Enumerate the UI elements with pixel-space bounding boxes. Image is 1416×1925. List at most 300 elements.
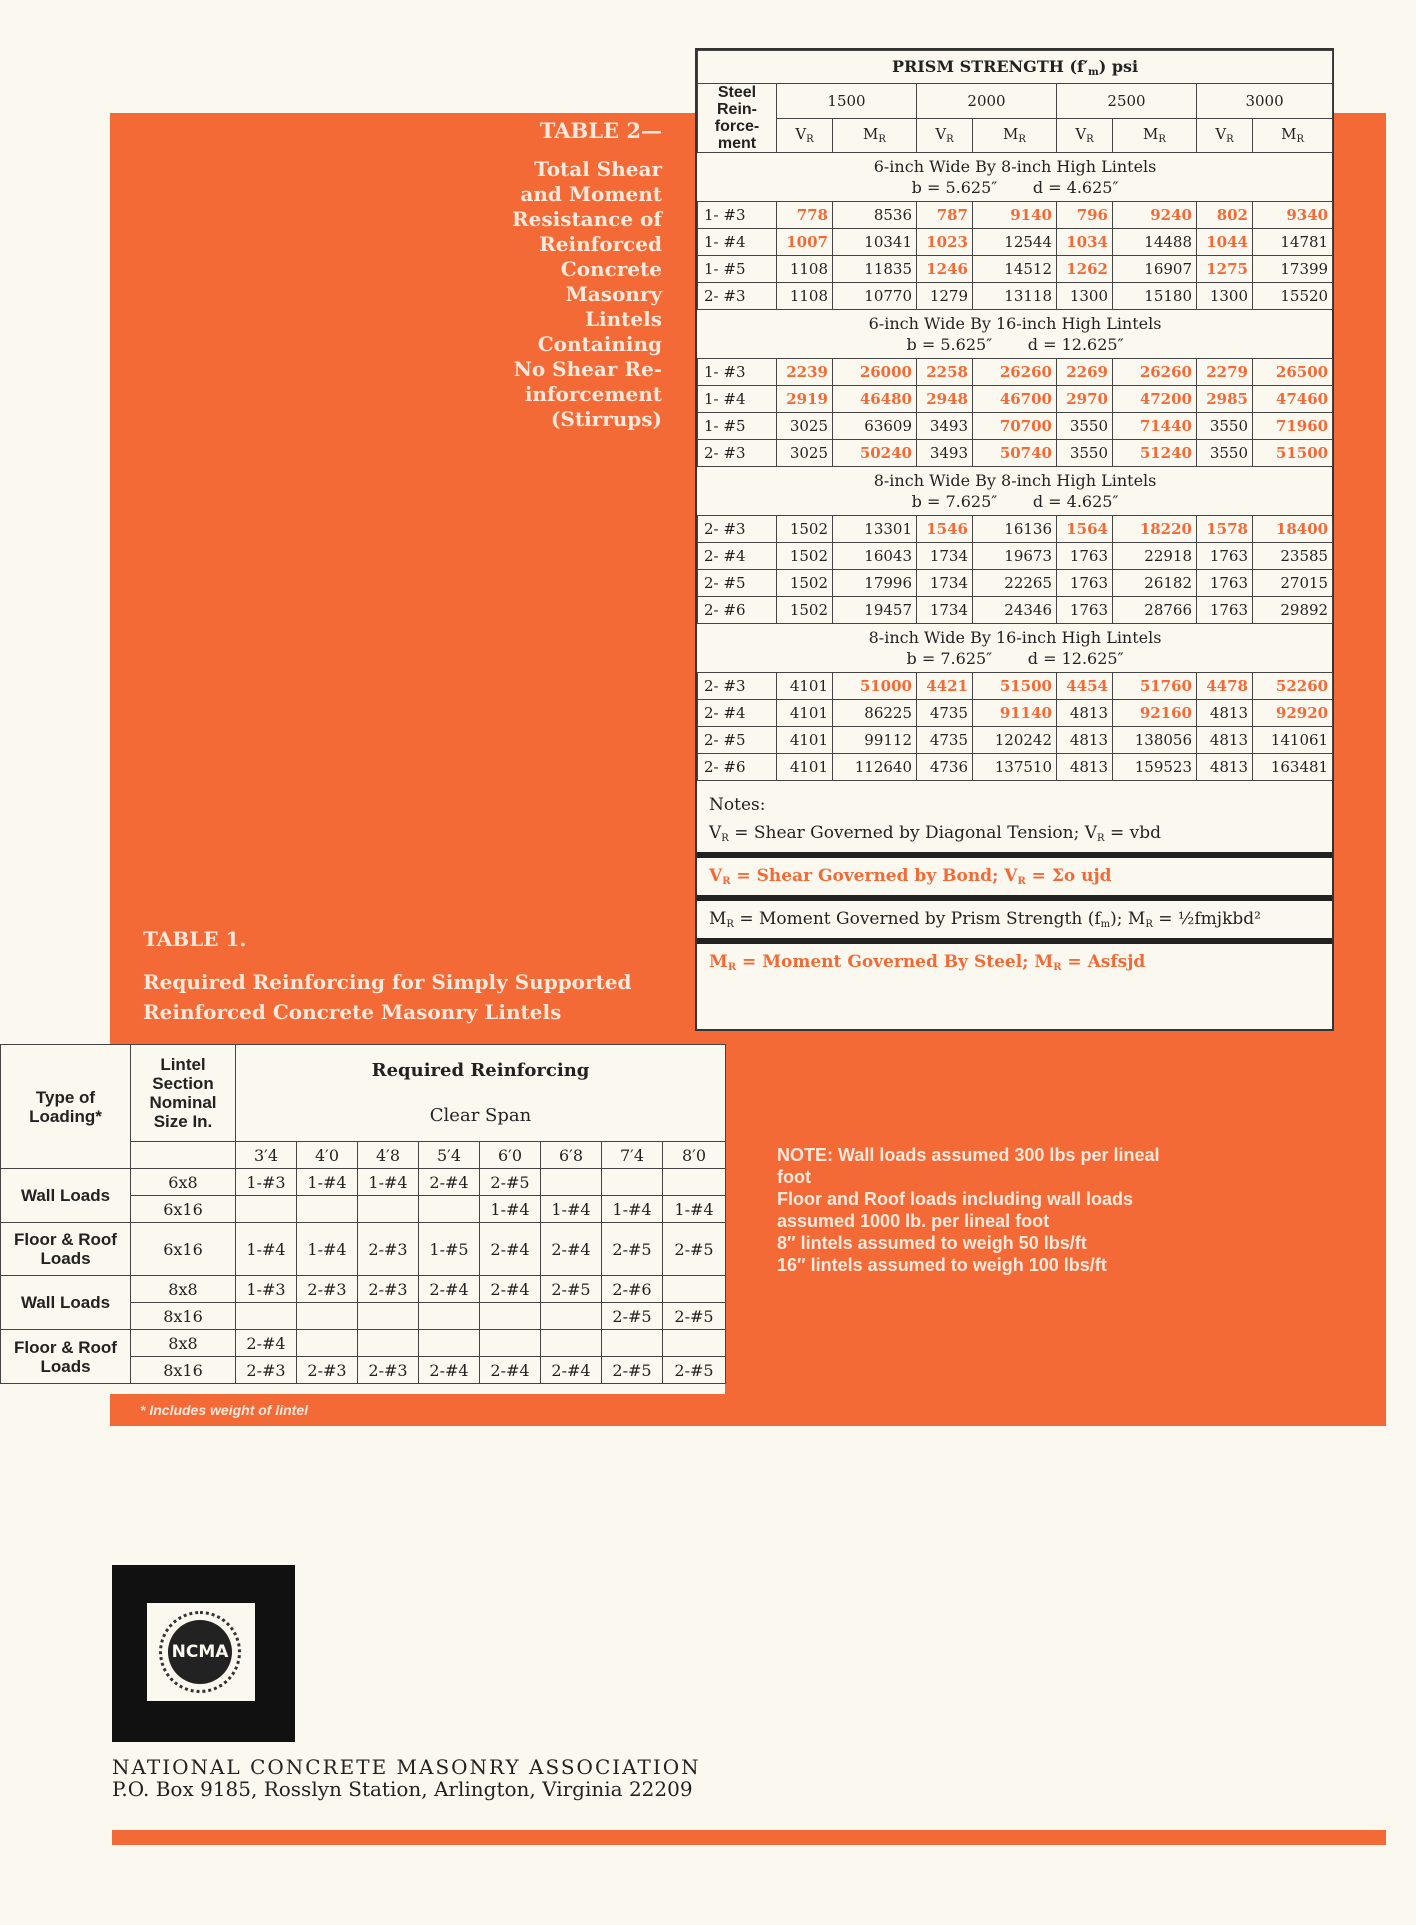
lintel-size-cell: 6x8	[131, 1169, 236, 1196]
value-cell: 9240	[1113, 202, 1197, 229]
value-cell: 8536	[833, 202, 917, 229]
value-cell: 51760	[1113, 673, 1197, 700]
type-of-loading-header: Type of Loading*	[1, 1045, 131, 1169]
lintel-size-cell: 8x16	[131, 1357, 236, 1384]
reinforcing-cell: 2-#4	[480, 1357, 541, 1384]
reinforcing-cell: 2-#3	[236, 1357, 297, 1384]
value-cell: 4813	[1197, 700, 1253, 727]
value-cell: 778	[777, 202, 833, 229]
table2-caption	[440, 157, 662, 432]
reinforcing-cell	[602, 1330, 663, 1357]
reinforcing-cell: 2-#5	[663, 1223, 726, 1276]
value-cell: 1502	[777, 516, 833, 543]
value-cell: 19673	[973, 543, 1057, 570]
reinforcing-cell: 2-#4	[480, 1223, 541, 1276]
reinforcing-cell: 2-#3	[358, 1276, 419, 1303]
value-cell: 14781	[1253, 229, 1333, 256]
caption-line: Total Shear	[534, 157, 662, 181]
loading-type-cell: Wall Loads	[1, 1169, 131, 1223]
value-cell: 26260	[973, 359, 1057, 386]
mr-header: $M_R$	[1253, 118, 1333, 153]
value-cell: 1734	[917, 597, 973, 624]
reinforcing-cell	[541, 1169, 602, 1196]
value-cell: 4813	[1057, 754, 1113, 781]
table-row	[698, 440, 1333, 467]
table1-body	[1, 1169, 726, 1384]
value-cell: 4421	[917, 673, 973, 700]
reinforcing-cell: 2-#5	[602, 1303, 663, 1330]
caption-line: Concrete	[560, 257, 662, 281]
value-cell: 4735	[917, 727, 973, 754]
value-cell: 2239	[777, 359, 833, 386]
value-cell: 70700	[973, 413, 1057, 440]
value-cell: 99112	[833, 727, 917, 754]
ncma-seal-icon	[159, 1611, 241, 1693]
caption-line: Resistance of	[511, 207, 662, 231]
value-cell: 2970	[1057, 386, 1113, 413]
value-cell: 46700	[973, 386, 1057, 413]
value-cell: 26500	[1253, 359, 1333, 386]
section-title: 6-inch Wide By 16-inch High Lintels b = 5.625″ d = 12.625″	[698, 310, 1333, 359]
span-header: 5′4	[419, 1142, 480, 1169]
value-cell: 14512	[973, 256, 1057, 283]
organization-address-line: P.O. Box 9185, Rosslyn Station, Arlington, Virginia 22209	[112, 1777, 693, 1801]
required-reinforcing-header	[236, 1045, 726, 1142]
loading-notes	[777, 1144, 1177, 1276]
reinforcing-cell: 2-#4	[480, 1276, 541, 1303]
reinforcement-cell: 2- #5	[698, 727, 777, 754]
value-cell: 4813	[1197, 754, 1253, 781]
caption-line: and Moment	[520, 182, 662, 206]
section-title: 8-inch Wide By 16-inch High Lintels b = 7.625″ d = 12.625″	[698, 624, 1333, 673]
reinforcing-cell: 1-#4	[480, 1196, 541, 1223]
value-cell: 112640	[833, 754, 917, 781]
span-header: 7′4	[602, 1142, 663, 1169]
value-cell: 1262	[1057, 256, 1113, 283]
value-cell: 1275	[1197, 256, 1253, 283]
value-cell: 1502	[777, 570, 833, 597]
value-cell: 24346	[973, 597, 1057, 624]
reinforcing-cell	[358, 1303, 419, 1330]
table-row	[698, 229, 1333, 256]
value-cell: 16907	[1113, 256, 1197, 283]
table2-label: TABLE 2—	[539, 118, 662, 143]
strength-1500: 1500	[777, 84, 917, 119]
reinforcing-cell: 2-#5	[541, 1276, 602, 1303]
value-cell: 1300	[1057, 283, 1113, 310]
value-cell: 50740	[973, 440, 1057, 467]
caption-line: (Stirrups)	[550, 407, 662, 431]
value-cell: 92160	[1113, 700, 1197, 727]
table-row	[1, 1223, 726, 1276]
value-cell: 51240	[1113, 440, 1197, 467]
table1-grid	[0, 1044, 726, 1384]
value-cell: 63609	[833, 413, 917, 440]
value-cell: 3550	[1057, 440, 1113, 467]
section-title: 6-inch Wide By 8-inch High Lintels b = 5.625″ d = 4.625″	[698, 153, 1333, 202]
caption-line: No Shear Re-	[513, 357, 662, 381]
value-cell: 9140	[973, 202, 1057, 229]
value-cell: 1763	[1197, 597, 1253, 624]
value-cell: 3493	[917, 440, 973, 467]
value-cell: 13301	[833, 516, 917, 543]
reinforcement-cell: 1- #5	[698, 413, 777, 440]
value-cell: 159523	[1113, 754, 1197, 781]
value-cell: 4101	[777, 754, 833, 781]
value-cell: 1108	[777, 256, 833, 283]
value-cell: 15520	[1253, 283, 1333, 310]
value-cell: 4454	[1057, 673, 1113, 700]
loading-type-cell: Floor & Roof Loads	[1, 1223, 131, 1276]
value-cell: 52260	[1253, 673, 1333, 700]
value-cell: 51500	[1253, 440, 1333, 467]
reinforcing-cell: 2-#3	[358, 1223, 419, 1276]
value-cell: 802	[1197, 202, 1253, 229]
reinforcing-cell	[236, 1196, 297, 1223]
note-line-3: 8″ lintels assumed to weigh 50 lbs/ft	[777, 1233, 1087, 1253]
value-cell: 1564	[1057, 516, 1113, 543]
value-cell: 1246	[917, 256, 973, 283]
table-row	[698, 516, 1333, 543]
value-cell: 1044	[1197, 229, 1253, 256]
reinforcing-cell: 1-#4	[358, 1169, 419, 1196]
value-cell: 1502	[777, 543, 833, 570]
value-cell: 4736	[917, 754, 973, 781]
reinforcement-cell: 2- #3	[698, 283, 777, 310]
value-cell: 86225	[833, 700, 917, 727]
value-cell: 2919	[777, 386, 833, 413]
reinforcing-cell: 1-#3	[236, 1276, 297, 1303]
caption-line: Containing	[537, 332, 662, 356]
reinforcing-cell: 1-#4	[236, 1223, 297, 1276]
reinforcing-cell	[541, 1303, 602, 1330]
table-row	[698, 543, 1333, 570]
caption-line: Reinforced	[539, 232, 662, 256]
reinforcing-cell	[663, 1276, 726, 1303]
value-cell: 47460	[1253, 386, 1333, 413]
table2-prism-strength	[695, 48, 1334, 1031]
value-cell: 4735	[917, 700, 973, 727]
lintel-size-cell: 8x8	[131, 1330, 236, 1357]
reinforcing-cell: 2-#4	[541, 1357, 602, 1384]
value-cell: 1763	[1197, 570, 1253, 597]
table-row	[698, 597, 1333, 624]
value-cell: 10341	[833, 229, 917, 256]
note-steel: MR = Moment Governed By Steel; MR = Asfsjd	[709, 952, 1146, 973]
value-cell: 1300	[1197, 283, 1253, 310]
value-cell: 26182	[1113, 570, 1197, 597]
vr-header: $V_R$	[917, 118, 973, 153]
table-row	[698, 202, 1333, 229]
span-header: 8′0	[663, 1142, 726, 1169]
value-cell: 3025	[777, 413, 833, 440]
reinforcing-cell: 2-#4	[419, 1276, 480, 1303]
value-cell: 50240	[833, 440, 917, 467]
value-cell: 15180	[1113, 283, 1197, 310]
value-cell: 47200	[1113, 386, 1197, 413]
lintel-size-cell: 6x16	[131, 1223, 236, 1276]
value-cell: 1734	[917, 570, 973, 597]
value-cell: 92920	[1253, 700, 1333, 727]
value-cell: 1007	[777, 229, 833, 256]
table-row	[698, 727, 1333, 754]
value-cell: 1034	[1057, 229, 1113, 256]
reinforcing-cell: 1-#4	[663, 1196, 726, 1223]
note-prism-strength: MR = Moment Governed by Prism Strength (fm); MR = ½fmjkbd²	[709, 909, 1261, 930]
vr-header: $V_R$	[1197, 118, 1253, 153]
reinforcing-cell	[602, 1169, 663, 1196]
steel-reinforcement-header: Steel Rein- force- ment	[698, 84, 777, 153]
value-cell: 1763	[1197, 543, 1253, 570]
loading-type-cell: Wall Loads	[1, 1276, 131, 1330]
table2-body	[698, 153, 1333, 781]
reinforcement-cell: 2- #6	[698, 597, 777, 624]
reinforcing-cell	[663, 1330, 726, 1357]
table1-required-reinforcing	[0, 1044, 725, 1394]
reinforcement-cell: 2- #3	[698, 440, 777, 467]
reinforcing-cell: 1-#4	[297, 1169, 358, 1196]
value-cell: 787	[917, 202, 973, 229]
value-cell: 17399	[1253, 256, 1333, 283]
value-cell: 2258	[917, 359, 973, 386]
value-cell: 138056	[1113, 727, 1197, 754]
reinforcing-cell	[419, 1196, 480, 1223]
value-cell: 51500	[973, 673, 1057, 700]
reinforcement-cell: 1- #3	[698, 202, 777, 229]
value-cell: 4813	[1197, 727, 1253, 754]
table1-subtitle: Required Reinforcing for Simply Supported Reinforced Concrete Masonry Lintels	[143, 970, 632, 1024]
caption-line: inforcement	[524, 382, 662, 406]
strength-2500: 2500	[1057, 84, 1197, 119]
logo-text: NCMA	[168, 1620, 232, 1684]
table2-notes	[697, 781, 1332, 977]
value-cell: 4813	[1057, 700, 1113, 727]
section-header-row	[698, 467, 1333, 516]
reinforcing-cell	[297, 1330, 358, 1357]
reinforcing-cell	[297, 1196, 358, 1223]
reinforcing-cell	[480, 1330, 541, 1357]
table-row	[698, 673, 1333, 700]
value-cell: 163481	[1253, 754, 1333, 781]
reinforcement-cell: 1- #4	[698, 386, 777, 413]
value-cell: 26000	[833, 359, 917, 386]
reinforcing-cell: 2-#3	[297, 1276, 358, 1303]
value-cell: 4101	[777, 727, 833, 754]
reinforcing-cell: 2-#4	[419, 1357, 480, 1384]
value-cell: 120242	[973, 727, 1057, 754]
span-header: 6′8	[541, 1142, 602, 1169]
value-cell: 13118	[973, 283, 1057, 310]
table2-side-title	[440, 118, 662, 432]
value-cell: 1763	[1057, 543, 1113, 570]
lintel-size-cell: 6x16	[131, 1196, 236, 1223]
value-cell: 3550	[1057, 413, 1113, 440]
reinforcing-cell	[358, 1196, 419, 1223]
value-cell: 1023	[917, 229, 973, 256]
mr-header: $M_R$	[1113, 118, 1197, 153]
value-cell: 141061	[1253, 727, 1333, 754]
section-title: 8-inch Wide By 8-inch High Lintels b = 7.625″ d = 4.625″	[698, 467, 1333, 516]
value-cell: 51000	[833, 673, 917, 700]
note-diagonal-tension: VR = Shear Governed by Diagonal Tension; VR = vbd	[709, 823, 1161, 844]
reinforcing-cell: 2-#3	[358, 1357, 419, 1384]
table-row	[698, 256, 1333, 283]
value-cell: 3550	[1197, 440, 1253, 467]
reinforcing-cell: 2-#4	[236, 1330, 297, 1357]
mr-header: $M_R$	[833, 118, 917, 153]
reinforcement-cell: 2- #4	[698, 543, 777, 570]
reinforcement-cell: 2- #3	[698, 673, 777, 700]
value-cell: 71960	[1253, 413, 1333, 440]
value-cell: 2948	[917, 386, 973, 413]
table-row	[698, 570, 1333, 597]
value-cell: 4101	[777, 673, 833, 700]
reinforcing-cell	[236, 1303, 297, 1330]
section-header-row	[698, 624, 1333, 673]
reinforcing-cell: 2-#5	[480, 1169, 541, 1196]
reinforcing-cell: 2-#4	[541, 1223, 602, 1276]
value-cell: 1578	[1197, 516, 1253, 543]
value-cell: 28766	[1113, 597, 1197, 624]
span-header: 6′0	[480, 1142, 541, 1169]
value-cell: 16043	[833, 543, 917, 570]
vr-header: $V_R$	[777, 118, 833, 153]
section-header-row	[698, 153, 1333, 202]
value-cell: 12544	[973, 229, 1057, 256]
reinforcement-cell: 2- #4	[698, 700, 777, 727]
value-cell: 137510	[973, 754, 1057, 781]
bottom-orange-stripe	[112, 1830, 1386, 1845]
value-cell: 16136	[973, 516, 1057, 543]
value-cell: 22918	[1113, 543, 1197, 570]
table-row	[698, 359, 1333, 386]
reinforcement-cell: 2- #3	[698, 516, 777, 543]
table-row	[1, 1330, 726, 1357]
prism-strength-header: PRISM STRENGTH (f′m) psi	[698, 51, 1333, 84]
table-row	[698, 754, 1333, 781]
value-cell: 11835	[833, 256, 917, 283]
note-line-4: 16″ lintels assumed to weigh 100 lbs/ft	[777, 1255, 1107, 1275]
value-cell: 29892	[1253, 597, 1333, 624]
value-cell: 27015	[1253, 570, 1333, 597]
reinforcement-cell: 1- #5	[698, 256, 777, 283]
value-cell: 26260	[1113, 359, 1197, 386]
table1-footnote: * Includes weight of lintel	[140, 1402, 309, 1418]
section-header-row	[698, 310, 1333, 359]
reinforcing-cell: 2-#5	[663, 1357, 726, 1384]
value-cell: 18400	[1253, 516, 1333, 543]
reinforcement-cell: 2- #6	[698, 754, 777, 781]
reinforcing-cell	[297, 1303, 358, 1330]
value-cell: 796	[1057, 202, 1113, 229]
reinforcing-cell: 2-#5	[602, 1357, 663, 1384]
strength-3000: 3000	[1197, 84, 1333, 119]
lintel-size-cell: 8x16	[131, 1303, 236, 1330]
value-cell: 2985	[1197, 386, 1253, 413]
reinforcement-cell: 1- #4	[698, 229, 777, 256]
span-header: 3′4	[236, 1142, 297, 1169]
reinforcement-cell: 2- #5	[698, 570, 777, 597]
table1-title-block	[143, 927, 663, 1027]
value-cell: 4101	[777, 700, 833, 727]
ncma-logo	[112, 1565, 295, 1742]
reinforcing-cell: 2-#4	[419, 1169, 480, 1196]
value-cell: 22265	[973, 570, 1057, 597]
table2-grid	[697, 50, 1333, 781]
reinforcing-cell: 2-#3	[297, 1357, 358, 1384]
note-line-2: Floor and Roof loads including wall loads assumed 1000 lb. per lineal foot	[777, 1189, 1134, 1231]
value-cell: 1734	[917, 543, 973, 570]
vr-header: $V_R$	[1057, 118, 1113, 153]
table-row	[698, 386, 1333, 413]
reinforcing-cell: 1-#4	[541, 1196, 602, 1223]
value-cell: 3493	[917, 413, 973, 440]
value-cell: 17996	[833, 570, 917, 597]
organization-name: NATIONAL CONCRETE MASONRY ASSOCIATION	[112, 1755, 701, 1779]
value-cell: 14488	[1113, 229, 1197, 256]
loading-type-cell: Floor & Roof Loads	[1, 1330, 131, 1384]
reinforcing-cell	[480, 1303, 541, 1330]
value-cell: 10770	[833, 283, 917, 310]
reinforcing-cell: 2-#5	[663, 1303, 726, 1330]
value-cell: 46480	[833, 386, 917, 413]
value-cell: 23585	[1253, 543, 1333, 570]
value-cell: 4813	[1057, 727, 1113, 754]
reinforcement-cell: 1- #3	[698, 359, 777, 386]
note-bond: VR = Shear Governed by Bond; VR = Σo ujd	[709, 866, 1112, 887]
reinforcing-cell	[541, 1330, 602, 1357]
value-cell: 1546	[917, 516, 973, 543]
value-cell: 1763	[1057, 570, 1113, 597]
notes-label: Notes:	[709, 795, 766, 815]
value-cell: 1108	[777, 283, 833, 310]
reinforcing-cell	[419, 1330, 480, 1357]
span-header: 4′0	[297, 1142, 358, 1169]
note-label: NOTE:	[777, 1145, 833, 1165]
table-row	[698, 700, 1333, 727]
clear-span-label: Clear Span	[429, 1105, 532, 1126]
strength-2000: 2000	[917, 84, 1057, 119]
value-cell: 9340	[1253, 202, 1333, 229]
value-cell: 4478	[1197, 673, 1253, 700]
value-cell: 19457	[833, 597, 917, 624]
value-cell: 2279	[1197, 359, 1253, 386]
value-cell: 3025	[777, 440, 833, 467]
value-cell: 1763	[1057, 597, 1113, 624]
value-cell: 1279	[917, 283, 973, 310]
table1-label: TABLE 1.	[143, 927, 247, 951]
reinforcing-cell	[419, 1303, 480, 1330]
table-row	[1, 1169, 726, 1196]
reinforcing-cell	[663, 1169, 726, 1196]
note-line-1: Wall loads assumed 300 lbs per lineal foot	[777, 1145, 1160, 1187]
value-cell: 1502	[777, 597, 833, 624]
value-cell: 3550	[1197, 413, 1253, 440]
value-cell: 18220	[1113, 516, 1197, 543]
reinforcing-cell: 1-#3	[236, 1169, 297, 1196]
reinforcing-cell: 2-#5	[602, 1223, 663, 1276]
lintel-section-header: Lintel Section Nominal Size In.	[131, 1045, 236, 1142]
table-row	[698, 413, 1333, 440]
reinforcing-cell	[358, 1330, 419, 1357]
organization-address	[112, 1756, 701, 1800]
mr-header: $M_R$	[973, 118, 1057, 153]
reinforcing-cell: 1-#4	[297, 1223, 358, 1276]
reinforcing-cell: 1-#4	[602, 1196, 663, 1223]
span-header: 4′8	[358, 1142, 419, 1169]
table-row	[698, 283, 1333, 310]
table-row	[1, 1276, 726, 1303]
